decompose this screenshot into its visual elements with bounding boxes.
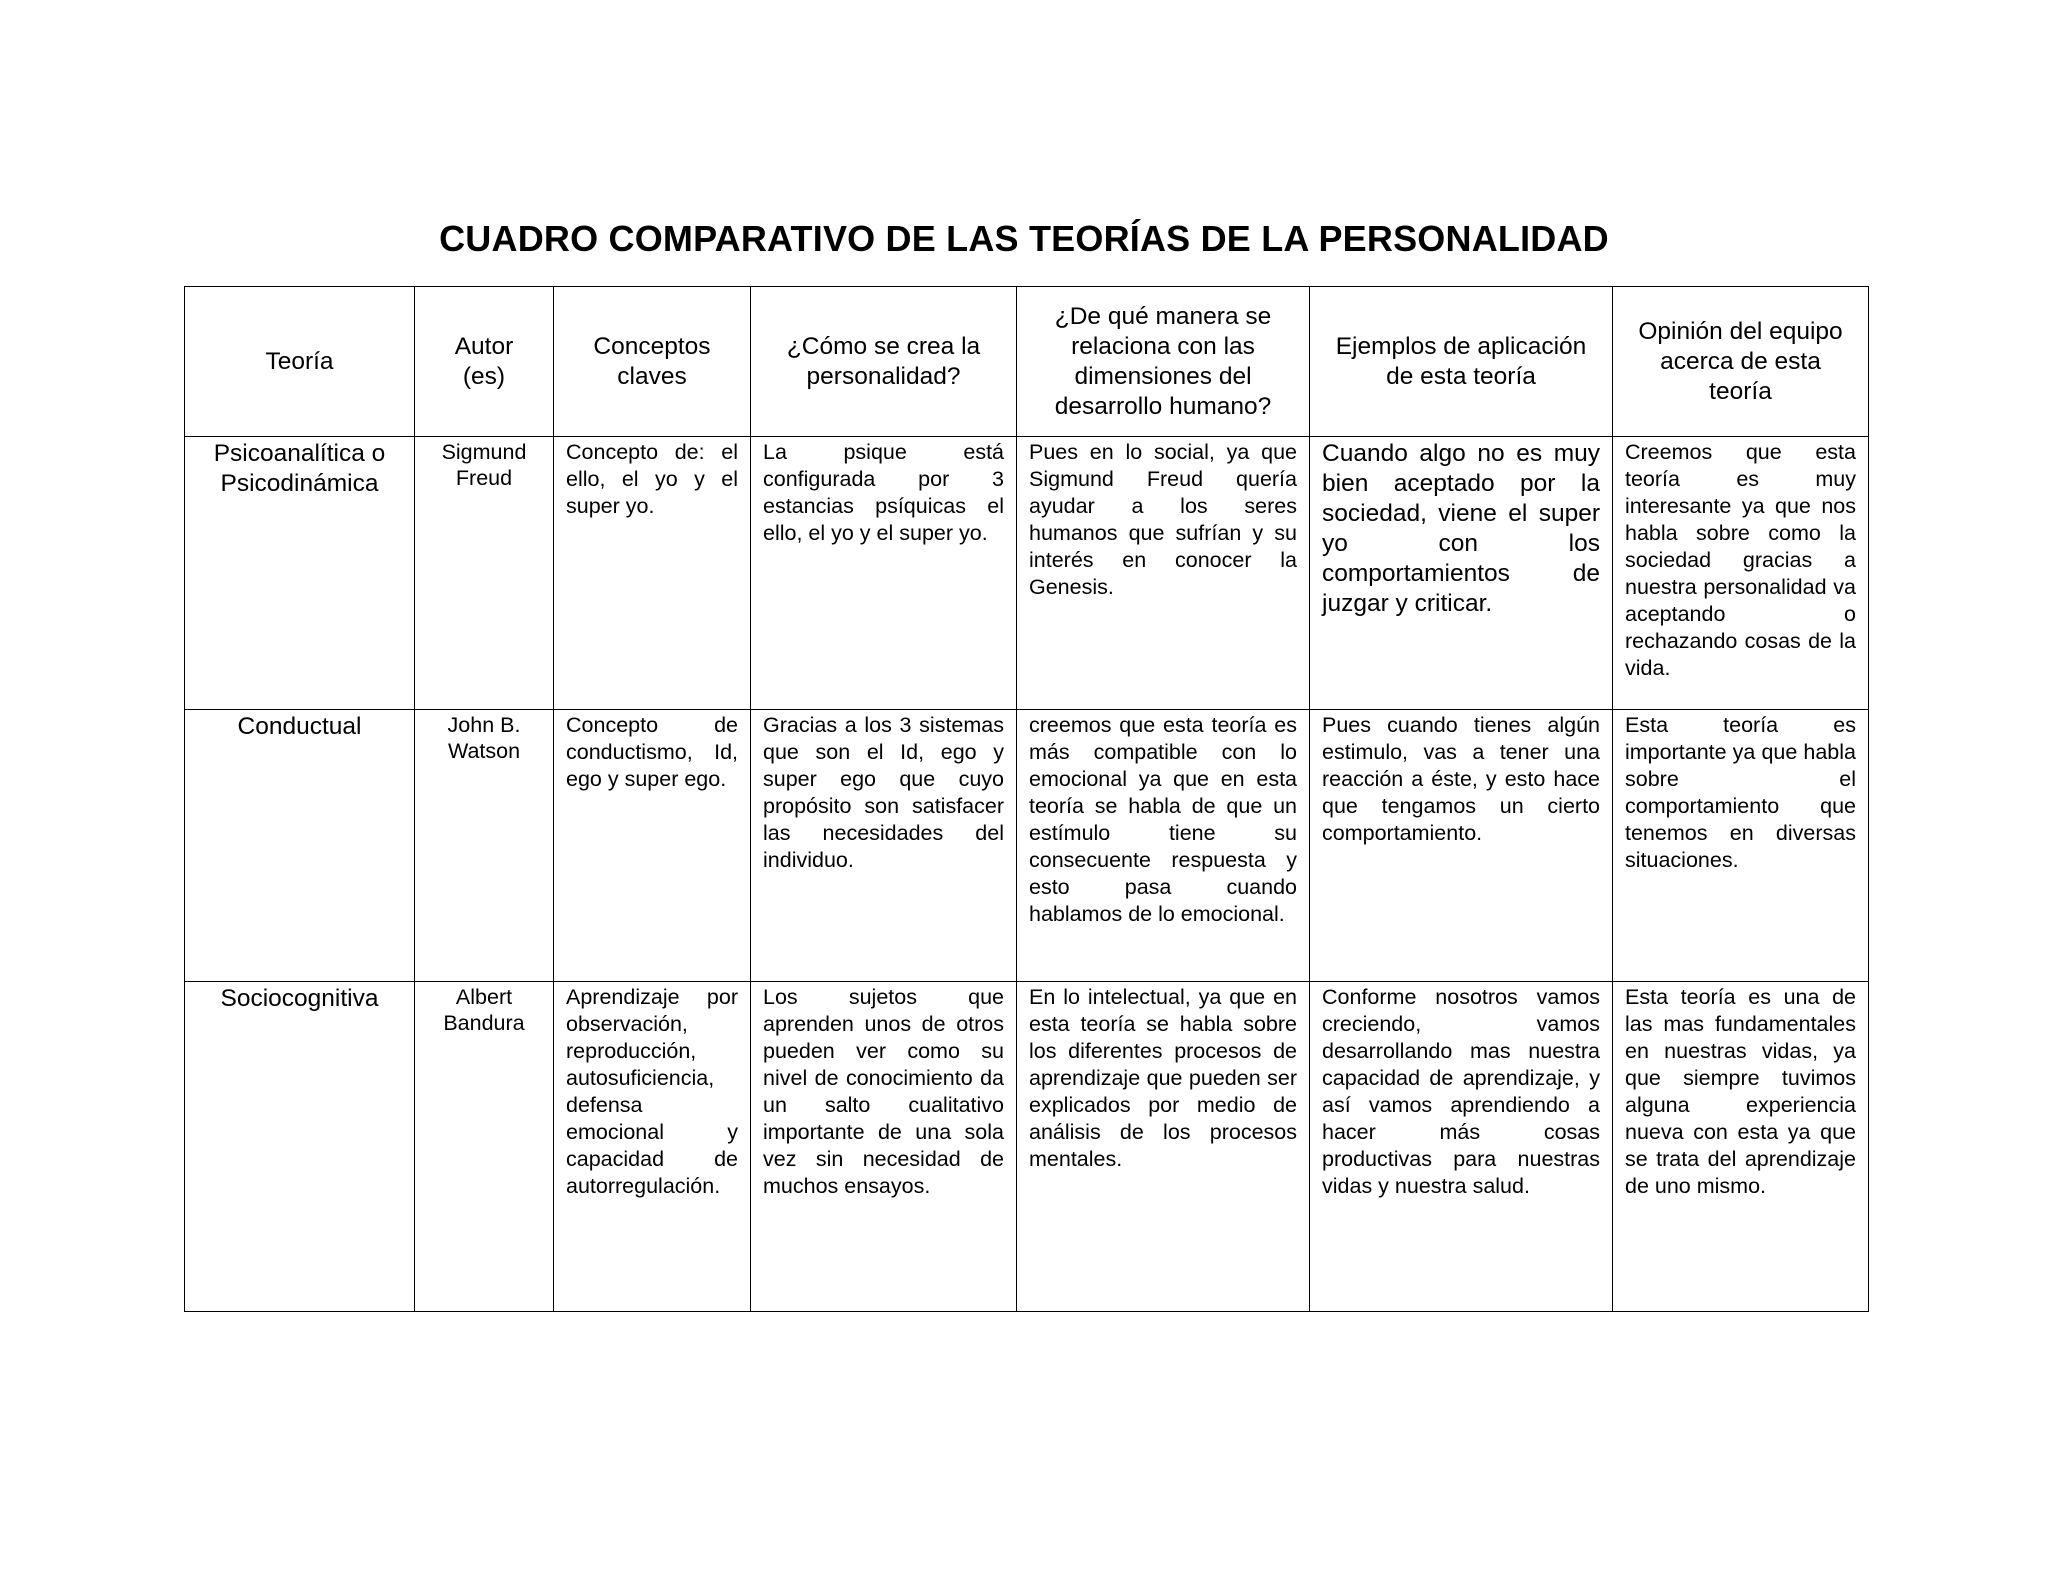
cell-author: John B. Watson [415,710,554,982]
cell-author: Albert Bandura [415,982,554,1312]
cell-how: Gracias a los 3 sistemas que son el Id, ego y super ego que cuyo propósito son satisfacer las necesidades del individuo. [751,710,1017,982]
cell-theory: Psicoanalítica o Psicodinámica [185,437,415,710]
header-relation: ¿De qué manera se relaciona con las dimensiones del desarrollo humano? [1017,287,1310,437]
cell-concepts: Concepto de conductismo, Id, ego y super ego. [554,710,751,982]
header-author: Autor (es) [415,287,554,437]
cell-theory: Conductual [185,710,415,982]
cell-author: Sigmund Freud [415,437,554,710]
cell-opinion: Creemos que esta teoría es muy interesante ya que nos habla sobre como la sociedad gracias a nuestra personalidad va aceptando o rechazando cosas de la vida. [1613,437,1869,710]
cell-opinion: Esta teoría es una de las mas fundamentales en nuestras vidas, ya que siempre tuvimos alguna experiencia nueva con esta ya que se trata del aprendizaje de uno mismo. [1613,982,1869,1312]
cell-relation: Pues en lo social, ya que Sigmund Freud quería ayudar a los seres humanos que sufrían y su interés en conocer la Genesis. [1017,437,1310,710]
cell-relation: creemos que esta teoría es más compatible con lo emocional ya que en esta teoría se habla de que un estímulo tiene su consecuente respuesta y esto pasa cuando hablamos de lo emocional. [1017,710,1310,982]
header-row [185,287,1869,437]
table-row [185,982,1869,1312]
cell-examples: Conforme nosotros vamos creciendo, vamos desarrollando mas nuestra capacidad de aprendizaje, y así vamos aprendiendo a hacer más cosas productivas para nuestras vidas y nuestra salud. [1310,982,1613,1312]
table-row [185,437,1869,710]
cell-relation: En lo intelectual, ya que en esta teoría se habla sobre los diferentes procesos de aprendizaje que pueden ser explicados por medio de análisis de los procesos mentales. [1017,982,1310,1312]
page-title: CUADRO COMPARATIVO DE LAS TEORÍAS DE LA PERSONALIDAD [439,218,1609,259]
cell-concepts: Concepto de: el ello, el yo y el super yo. [554,437,751,710]
cell-examples: Cuando algo no es muy bien aceptado por la sociedad, viene el super yo con los comportamientos de juzgar y criticar. [1310,437,1613,710]
header-theory: Teoría [185,287,415,437]
header-examples: Ejemplos de aplicación de esta teoría [1310,287,1613,437]
cell-theory: Sociocognitiva [185,982,415,1312]
cell-how: La psique está configurada por 3 estancias psíquicas el ello, el yo y el super yo. [751,437,1017,710]
table-row [185,710,1869,982]
cell-examples: Pues cuando tienes algún estimulo, vas a tener una reacción a éste, y esto hace que tengamos un cierto comportamiento. [1310,710,1613,982]
header-how: ¿Cómo se crea la personalidad? [751,287,1017,437]
header-concepts: Conceptos claves [554,287,751,437]
cell-how: Los sujetos que aprenden unos de otros pueden ver como su nivel de conocimiento da un salto cualitativo importante de una sola vez sin necesidad de muchos ensayos. [751,982,1017,1312]
cell-opinion: Esta teoría es importante ya que habla sobre el comportamiento que tenemos en diversas situaciones. [1613,710,1869,982]
cell-concepts: Aprendizaje por observación, reproducción, autosuficiencia, defensa emocional y capacidad de autorregulación. [554,982,751,1312]
header-opinion: Opinión del equipo acerca de esta teoría [1613,287,1869,437]
comparison-table [184,286,1869,1312]
